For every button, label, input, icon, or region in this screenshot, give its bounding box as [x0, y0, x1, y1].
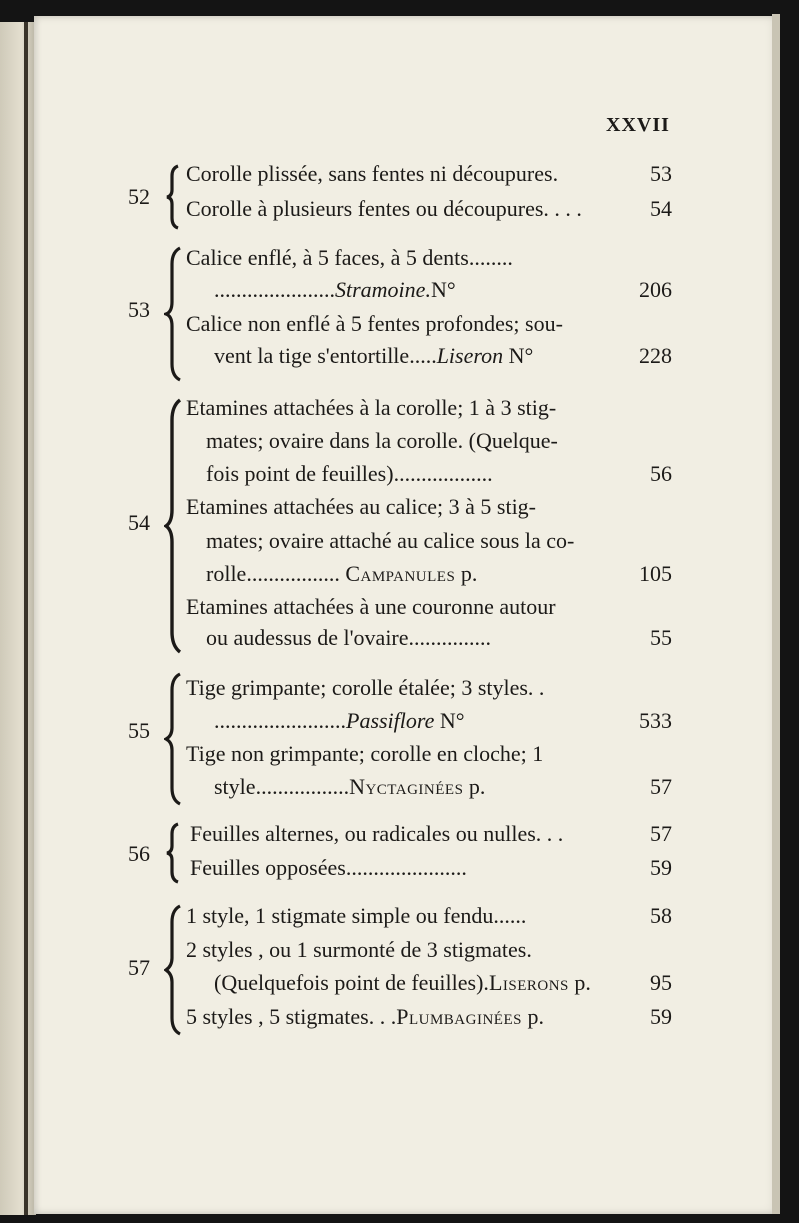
couplet-number: 53: [128, 297, 150, 322]
left-page-strip: [0, 22, 36, 1215]
key-line: 5 styles , 5 stigmates. . .Plumbaginées p.: [186, 1004, 544, 1029]
key-line: mates; ovaire dans la corolle. (Quelque-: [206, 428, 558, 453]
key-line: Calice enflé, à 5 faces, à 5 dents........: [186, 245, 513, 270]
key-line: (Quelquefois point de feuilles).Liserons p.: [214, 970, 591, 995]
key-line: ......................Stramoine.N°: [214, 277, 462, 302]
key-line: Etamines attachées au calice; 3 à 5 stig-: [186, 494, 537, 519]
reference-number: 59: [650, 855, 672, 880]
brace-icon: [164, 398, 184, 654]
reference-number: 228: [639, 343, 672, 368]
reference-number: 56: [650, 461, 672, 486]
couplet-number: 56: [128, 841, 150, 866]
book-spine: [24, 22, 28, 1215]
reference-number: 105: [639, 561, 672, 586]
key-line: 1 style, 1 stigmate simple ou fendu......: [186, 903, 527, 928]
reference-number: 95: [650, 970, 672, 995]
key-line: style.................Nyctaginées p.: [214, 774, 486, 799]
reference-number: 55: [650, 625, 672, 650]
couplet-number: 55: [128, 718, 150, 743]
reference-number: 533: [639, 708, 672, 733]
key-line: ou audessus de l'ovaire...............: [206, 625, 492, 650]
reference-number: 206: [639, 277, 672, 302]
key-line: Calice non enflé à 5 fentes profondes; sou-: [186, 311, 563, 336]
key-line: Corolle à plusieurs fentes ou découpures. . . .: [186, 196, 582, 221]
key-line: Etamines attachées à une couronne autour: [186, 594, 556, 619]
key-line: ........................Passiflore N°: [214, 708, 471, 733]
key-line: mates; ovaire attaché au calice sous la co-: [206, 528, 575, 553]
brace-icon: [164, 822, 184, 884]
key-line: Tige grimpante; corolle étalée; 3 styles. .: [186, 675, 545, 700]
couplet-number: 54: [128, 510, 150, 535]
page-edge: [772, 14, 780, 1214]
key-line: Corolle plissée, sans fentes ni découpures.: [186, 161, 559, 186]
brace-icon: [164, 672, 184, 806]
key-line: 2 styles , ou 1 surmonté de 3 stigmates.: [186, 937, 532, 962]
brace-icon: [164, 246, 184, 382]
reference-number: 53: [650, 161, 672, 186]
reference-number: 57: [650, 774, 672, 799]
key-line: Tige non grimpante; corolle en cloche; 1: [186, 741, 544, 766]
brace-icon: [164, 904, 184, 1036]
reference-number: 54: [650, 196, 672, 221]
key-line: rolle................. Campanules p.: [206, 561, 478, 586]
key-line: vent la tige s'entortille.....Liseron N°: [214, 343, 539, 368]
key-line: Etamines attachées à la corolle; 1 à 3 stig-: [186, 395, 557, 420]
reference-number: 57: [650, 821, 672, 846]
reference-number: 59: [650, 1004, 672, 1029]
reference-number: 58: [650, 903, 672, 928]
couplet-number: 57: [128, 955, 150, 980]
couplet-number: 52: [128, 184, 150, 209]
key-line: Feuilles opposées......................: [190, 855, 467, 880]
brace-icon: [164, 164, 184, 230]
key-line: fois point de feuilles)..................: [206, 461, 493, 486]
page-number: XXVII: [606, 114, 670, 136]
key-line: Feuilles alternes, ou radicales ou nulles. . .: [190, 821, 564, 846]
